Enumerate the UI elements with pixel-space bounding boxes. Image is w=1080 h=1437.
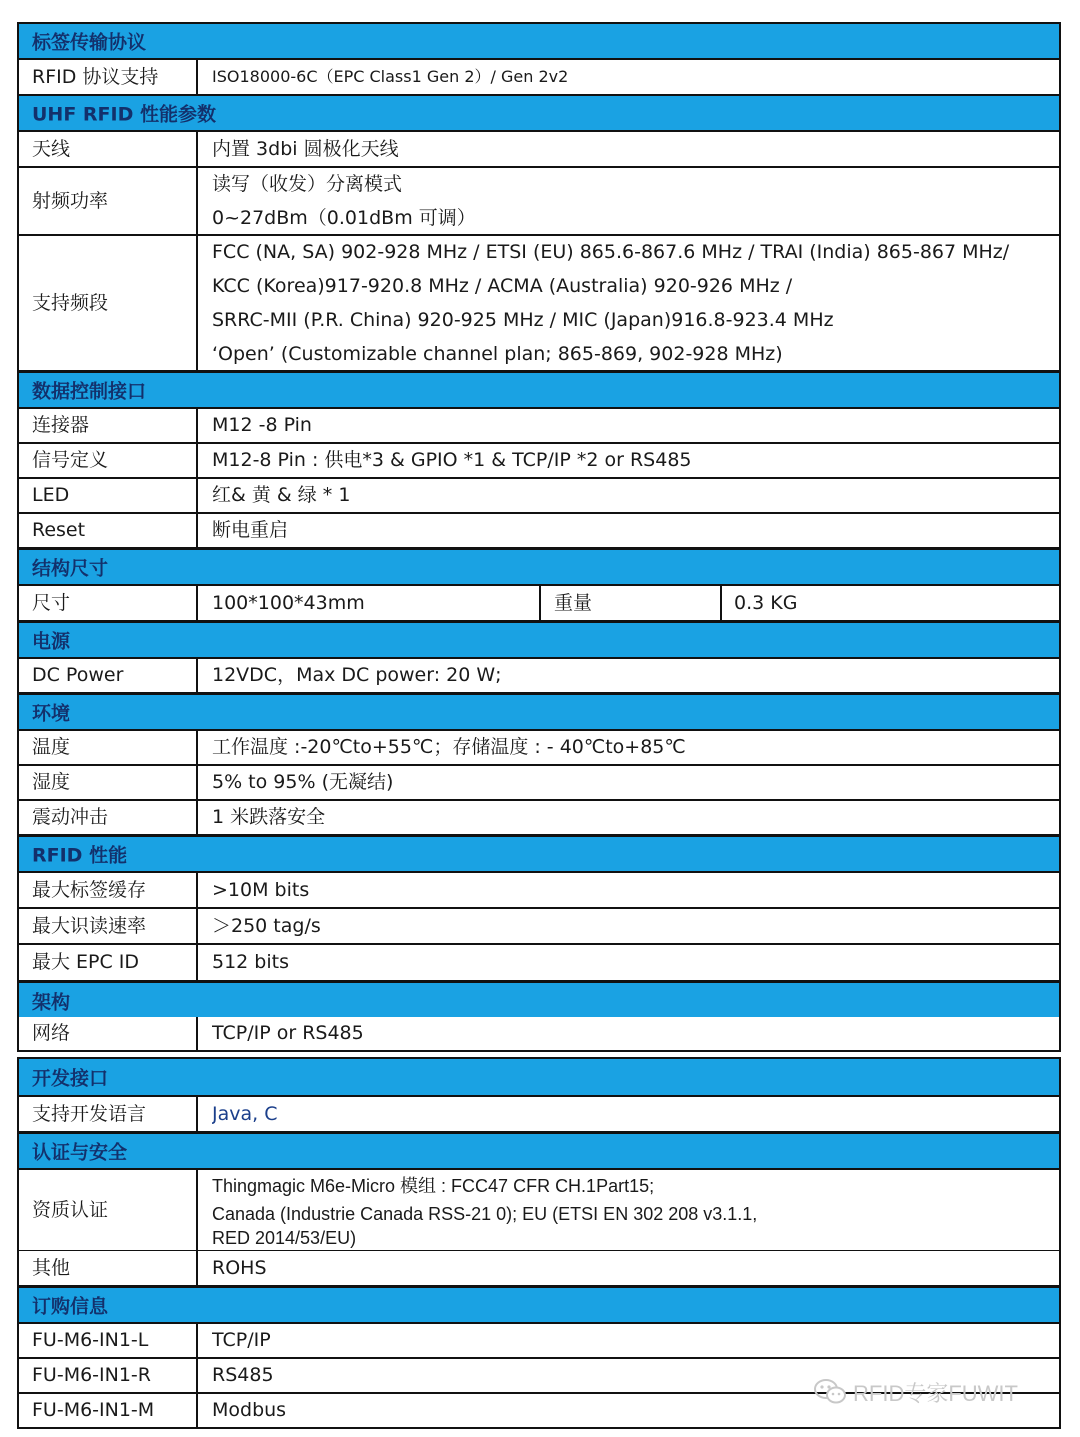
row-value: 5% to 95% (无凝结) — [212, 771, 394, 793]
value-line: 0~27dBm（0.01dBm 可调） — [212, 207, 476, 229]
row-label: FU-M6-IN1-M — [32, 1399, 155, 1421]
column-divider — [196, 909, 198, 943]
section-title: 电源 — [32, 630, 71, 653]
row-led — [17, 479, 1061, 514]
row-rf-power — [17, 168, 1061, 236]
row-label: 其他 — [32, 1256, 71, 1279]
row-value: RS485 — [212, 1364, 274, 1386]
value-line: Thingmagic M6e-Micro 模组 : FCC47 CFR CH.1Part15; — [212, 1176, 655, 1196]
section-title: 订购信息 — [32, 1295, 109, 1318]
row-value: 100*100*43mm — [212, 591, 365, 614]
column-divider — [196, 1097, 198, 1131]
row-dc-power — [17, 659, 1061, 694]
column-divider — [196, 1359, 198, 1392]
column-divider — [196, 236, 198, 370]
section-architecture — [17, 981, 1061, 1019]
row-value — [212, 1170, 1051, 1250]
column-divider — [196, 586, 198, 620]
row-humidity — [17, 766, 1061, 801]
row-label: LED — [32, 484, 70, 506]
column-divider — [196, 731, 198, 764]
row-label: FU-M6-IN1-R — [32, 1364, 151, 1386]
row-label: FU-M6-IN1-L — [32, 1329, 149, 1351]
column-divider — [196, 479, 198, 512]
section-title: UHF RFID 性能参数 — [32, 103, 216, 126]
column-divider — [196, 1324, 198, 1357]
row-value: 红& 黄 & 绿 * 1 — [212, 484, 351, 506]
row-label: 湿度 — [32, 771, 71, 793]
section-title: RFID 性能 — [32, 844, 128, 867]
row-value: TCP/IP — [212, 1329, 271, 1351]
column-divider — [196, 60, 198, 94]
column-divider — [196, 168, 198, 234]
row-value: 工作温度 :-20℃to+55℃；存储温度 : - 40℃to+85℃ — [212, 736, 686, 758]
row-other — [17, 1251, 1061, 1287]
row-antenna — [17, 132, 1061, 168]
row-value: Java, C — [212, 1102, 278, 1125]
row-reset — [17, 514, 1061, 549]
row-value: 断电重启 — [212, 519, 289, 541]
section-dev-interface — [17, 1057, 1061, 1097]
column-divider — [196, 659, 198, 692]
column-divider — [196, 1251, 198, 1285]
row-tag-cache — [17, 873, 1061, 909]
row-label: 天线 — [32, 137, 71, 160]
row-value — [212, 236, 1051, 370]
row-label: 支持频段 — [32, 291, 109, 314]
row-connector — [17, 409, 1061, 444]
row-label: 最大 EPC ID — [32, 951, 140, 973]
row-label: 震动冲击 — [32, 806, 109, 828]
row-value: ＞250 tag/s — [212, 914, 321, 937]
section-rfid-performance — [17, 835, 1061, 873]
column-divider — [196, 409, 198, 442]
column-divider — [196, 945, 198, 980]
row-value: M12-8 Pin : 供电*3 & GPIO *1 & TCP/IP *2 or RS485 — [212, 449, 692, 471]
column-divider — [539, 586, 541, 620]
weight-value: 0.3 KG — [734, 591, 798, 614]
row-epc-id — [17, 945, 1061, 982]
watermark-text: RFID专家FUWIT — [853, 1380, 1018, 1406]
section-certification — [17, 1132, 1061, 1170]
row-qualification — [17, 1170, 1061, 1252]
section-title: 数据控制接口 — [32, 380, 147, 403]
section-tag-protocol — [17, 22, 1061, 60]
value-line: Canada (Industrie Canada RSS-21 0); EU (ETSI EN 302 208 v3.1.1, — [212, 1204, 758, 1224]
row-read-rate — [17, 909, 1061, 945]
row-label: 最大标签缓存 — [32, 878, 147, 901]
row-label: Reset — [32, 519, 86, 541]
section-structure — [17, 548, 1061, 586]
column-divider — [196, 132, 198, 166]
row-label: 连接器 — [32, 414, 90, 436]
row-rfid-protocol — [17, 60, 1061, 96]
row-value: >10M bits — [212, 878, 310, 901]
row-value: ROHS — [212, 1256, 267, 1279]
wechat-icon — [813, 1378, 847, 1406]
row-shock — [17, 801, 1061, 836]
column-divider — [196, 766, 198, 799]
section-title: 标签传输协议 — [32, 31, 147, 54]
row-temperature — [17, 731, 1061, 766]
value-line: KCC (Korea)917-920.8 MHz / ACMA (Australia) 920-926 MHz / — [212, 275, 793, 297]
row-value: TCP/IP or RS485 — [212, 1022, 364, 1044]
row-label: 信号定义 — [32, 449, 109, 471]
section-uhf — [17, 94, 1061, 132]
section-title: 认证与安全 — [32, 1141, 128, 1164]
row-label: 资质认证 — [32, 1198, 109, 1221]
row-order-l — [17, 1324, 1061, 1359]
row-label: 射频功率 — [32, 189, 109, 212]
row-label: 最大识读速率 — [32, 914, 147, 937]
column-divider — [196, 1394, 198, 1427]
row-label: DC Power — [32, 664, 124, 686]
watermark — [813, 1374, 1053, 1410]
row-frequency — [17, 236, 1061, 372]
row-value: Modbus — [212, 1399, 287, 1421]
column-divider — [720, 586, 722, 620]
column-divider — [196, 1170, 198, 1250]
section-ordering — [17, 1286, 1061, 1324]
row-label: 网络 — [32, 1022, 71, 1044]
row-label: RFID 协议支持 — [32, 65, 159, 88]
row-value: ISO18000-6C（EPC Class1 Gen 2）/ Gen 2v2 — [212, 67, 569, 86]
column-divider — [196, 873, 198, 907]
row-label: 支持开发语言 — [32, 1102, 147, 1125]
column-divider — [196, 514, 198, 547]
row-signal — [17, 444, 1061, 479]
column-divider — [196, 444, 198, 477]
row-value — [212, 168, 1051, 234]
value-line: 读写（收发）分离模式 — [212, 173, 403, 195]
section-title: 开发接口 — [32, 1067, 109, 1090]
section-title: 环境 — [32, 702, 71, 725]
row-value: 512 bits — [212, 951, 289, 973]
row-value: M12 -8 Pin — [212, 414, 312, 436]
value-line: ‘Open’ (Customizable channel plan; 865-869, 902-928 MHz) — [212, 343, 783, 365]
section-data-interface — [17, 371, 1061, 409]
row-value: 12VDC，Max DC power: 20 W; — [212, 664, 502, 686]
section-title: 架构 — [32, 991, 71, 1014]
value-line: RED 2014/53/EU) — [212, 1228, 357, 1248]
value-line: FCC (NA, SA) 902-928 MHz / ETSI (EU) 865.6-867.6 MHz / TRAI (India) 865-867 MHz/ — [212, 241, 1010, 263]
value-line: SRRC-MII (P.R. China) 920-925 MHz / MIC (Japan)916.8-923.4 MHz — [212, 309, 834, 331]
row-network — [17, 1017, 1061, 1052]
weight-label: 重量 — [554, 591, 593, 614]
row-label: 尺寸 — [32, 591, 71, 614]
row-value: 内置 3dbi 圆极化天线 — [212, 137, 399, 160]
section-power — [17, 621, 1061, 659]
section-title: 结构尺寸 — [32, 557, 109, 580]
row-value: 1 米跌落安全 — [212, 806, 326, 828]
column-divider — [196, 801, 198, 834]
section-environment — [17, 693, 1061, 731]
row-dev-language — [17, 1097, 1061, 1133]
row-size — [17, 586, 1061, 622]
row-label: 温度 — [32, 736, 71, 758]
column-divider — [196, 1017, 198, 1050]
